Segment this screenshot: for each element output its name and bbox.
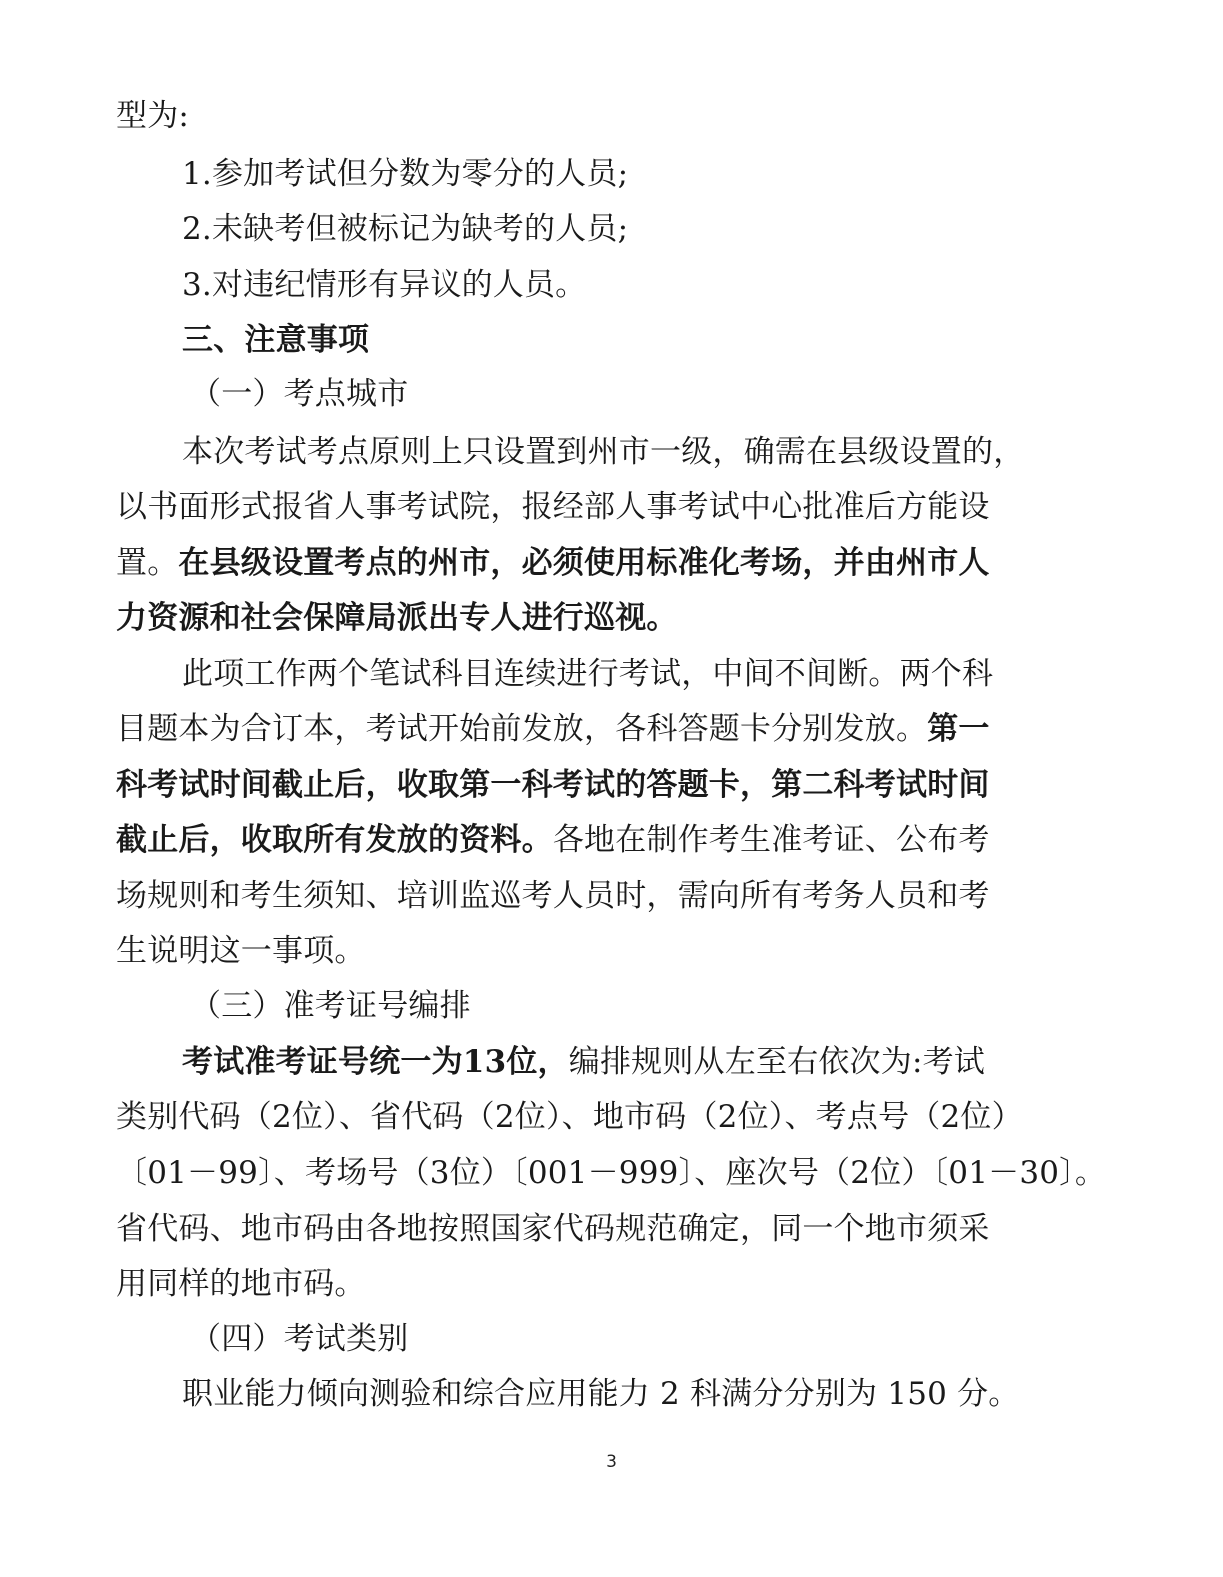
paragraph-line: 目题本为合订本，考试开始前发放，各科答题卡分别发放。第一 <box>116 711 990 747</box>
paragraph-line: 用同样的地市码。 <box>116 1266 366 1302</box>
bold-text: 在县级设置考点的州市，必须使用标准化考场，并由州市人 <box>178 545 990 581</box>
subsection-heading: （一）考点城市 <box>190 376 409 412</box>
list-item-2: 2.未缺考但被标记为缺考的人员; <box>182 211 629 247</box>
paragraph-line: 科考试时间截止后，收取第一科考试的答题卡，第二科考试时间 <box>116 767 990 803</box>
paragraph-line: 截止后，收取所有发放的资料。各地在制作考生准考证、公布考 <box>116 822 990 858</box>
paragraph-line: 力资源和社会保障局派出专人进行巡视。 <box>116 600 678 636</box>
paragraph-line: 类别代码（2位）、省代码（2位）、地市码（2位）、考点号（2位） <box>116 1099 1023 1135</box>
bold-text: 截止后，收取所有发放的资料。 <box>116 822 553 858</box>
bold-text: 考试准考证号统一为13位， <box>182 1044 569 1080</box>
paragraph-line: 生说明这一事项。 <box>116 933 366 969</box>
paragraph-line: 省代码、地市码由各地按照国家代码规范确定，同一个地市须采 <box>116 1211 990 1247</box>
paragraph-line: 此项工作两个笔试科目连续进行考试，中间不间断。两个科 <box>182 656 994 692</box>
text-line: 型为: <box>116 98 190 134</box>
paragraph-line: 考试准考证号统一为13位，编排规则从左至右依次为:考试 <box>182 1044 985 1080</box>
section-heading: 三、注意事项 <box>182 322 370 358</box>
page-number: 3 <box>606 1452 617 1472</box>
list-item-3: 3.对违纪情形有异议的人员。 <box>182 267 587 303</box>
paragraph-line: 以书面形式报省人事考试院，报经部人事考试中心批准后方能设 <box>116 489 990 525</box>
list-item-1: 1.参加考试但分数为零分的人员; <box>182 156 629 192</box>
paragraph-line: 职业能力倾向测验和综合应用能力 2 科满分分别为 150 分。 <box>182 1376 1020 1412</box>
paragraph-line: 本次考试考点原则上只设置到州市一级，确需在县级设置的， <box>182 434 1025 470</box>
subsection-heading: （三）准考证号编排 <box>190 988 471 1024</box>
subsection-heading: （四）考试类别 <box>190 1321 409 1357</box>
bold-text: 第一 <box>927 711 990 747</box>
paragraph-line: 场规则和考生须知、培训监巡考人员时，需向所有考务人员和考 <box>116 878 990 914</box>
paragraph-line: 〔01－99〕、考场号（3位）〔001－999〕、座次号（2位）〔01－30〕。 <box>116 1155 1107 1191</box>
paragraph-line: 置。在县级设置考点的州市，必须使用标准化考场，并由州市人 <box>116 545 990 581</box>
